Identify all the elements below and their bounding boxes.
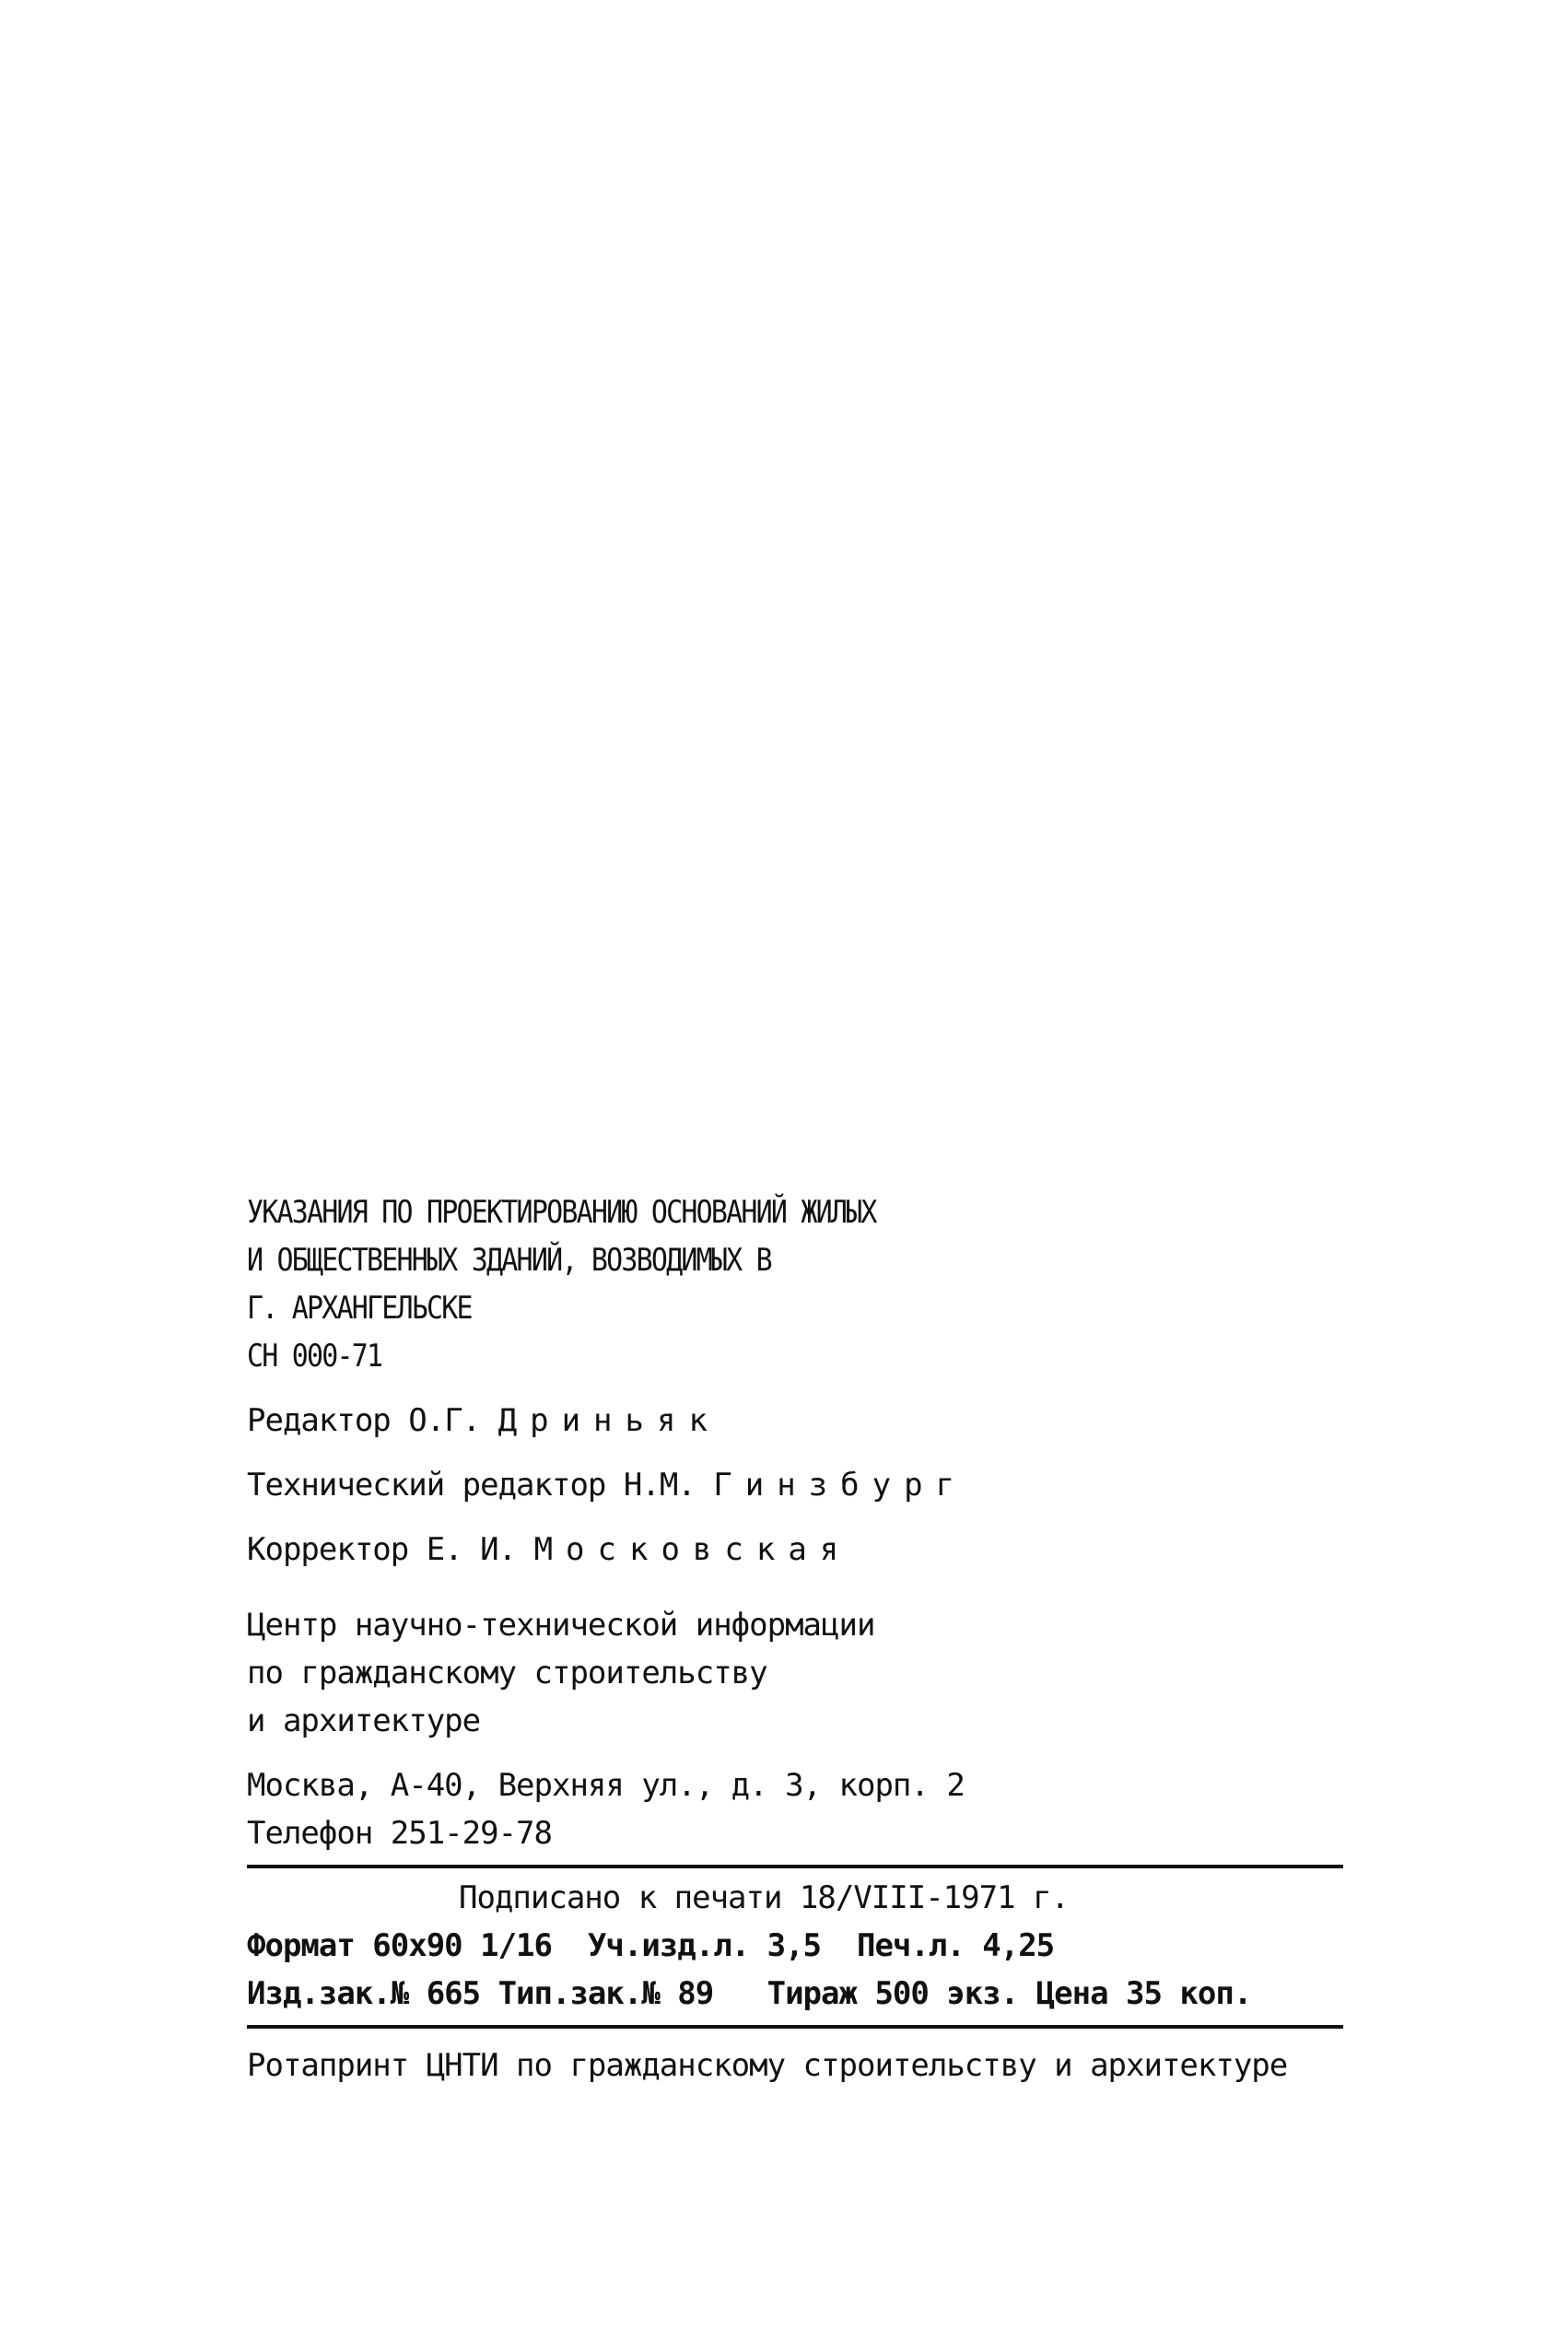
editor-surname: Дриньяк bbox=[497, 1402, 720, 1439]
spacer bbox=[247, 1445, 1352, 1461]
credits bbox=[247, 1397, 1352, 1574]
publisher-line-1: Центр научно-технической информации bbox=[247, 1607, 875, 1644]
spacer bbox=[247, 1509, 1352, 1526]
title-line-3: Г. АРХАНГЕЛЬСКЕ bbox=[247, 1290, 472, 1327]
editor-initials: О.Г. bbox=[408, 1402, 481, 1439]
publisher-info bbox=[247, 1601, 1352, 1857]
signed-for-print: Подписано к печати 18/VIII-1971 г. bbox=[459, 1879, 1069, 1916]
printer-footer: Ротапринт ЦНТИ по гражданскому строительству и архитектуре bbox=[247, 2047, 1288, 2084]
publisher-line-3: и архитектуре bbox=[247, 1703, 481, 1739]
editor-credit bbox=[247, 1397, 1352, 1445]
title-line-1: УКАЗАНИЯ ПО ПРОЕКТИРОВАНИЮ ОСНОВАНИЙ ЖИЛЫХ bbox=[247, 1194, 876, 1231]
tech-editor-credit bbox=[247, 1461, 1352, 1509]
print-info bbox=[247, 1874, 1352, 2018]
tech-editor-surname: Гинзбург bbox=[713, 1467, 968, 1504]
editor-role: Редактор bbox=[247, 1402, 391, 1439]
divider-bottom bbox=[247, 2025, 1343, 2029]
spacer bbox=[247, 1745, 1352, 1761]
publisher-phone: Телефон 251-29-78 bbox=[247, 1815, 552, 1852]
spacer bbox=[247, 1380, 1352, 1397]
corrector-surname: Московская bbox=[533, 1531, 852, 1568]
publisher-line-2: по гражданскому строительству bbox=[247, 1655, 767, 1691]
tech-editor-role: Технический редактор bbox=[247, 1467, 606, 1504]
order-info: Изд.зак.№ 665 Тип.зак.№ 89 Тираж 500 экз. Цена 35 коп. bbox=[247, 1975, 1252, 2012]
corrector-credit bbox=[247, 1526, 1352, 1574]
divider-top bbox=[247, 1865, 1343, 1868]
imprint-block bbox=[247, 1188, 1352, 2089]
document-code: СН 000-71 bbox=[247, 1338, 382, 1375]
title-line-2: И ОБЩЕСТВЕННЫХ ЗДАНИЙ, ВОЗВОДИМЫХ В bbox=[247, 1242, 771, 1279]
tech-editor-initials: Н.М. bbox=[623, 1467, 696, 1504]
publisher-address: Москва, А-40, Верхняя ул., д. 3, корп. 2 bbox=[247, 1767, 965, 1804]
corrector-initials: Е. И. bbox=[426, 1531, 517, 1568]
corrector-role: Корректор bbox=[247, 1531, 409, 1568]
document-title bbox=[247, 1188, 1352, 1380]
format-info: Формат 60х90 1/16 Уч.изд.л. 3,5 Печ.л. 4,25 bbox=[247, 1927, 1055, 1964]
spacer bbox=[247, 1574, 1352, 1601]
